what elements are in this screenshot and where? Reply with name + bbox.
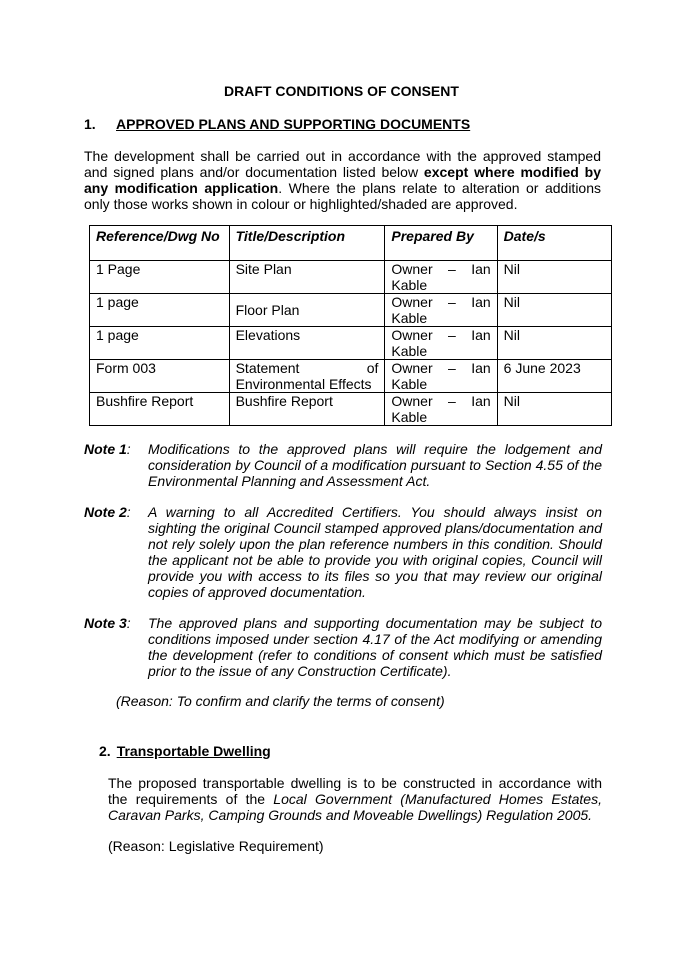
cell-date: Nil xyxy=(497,294,611,327)
cell-reference: 1 page xyxy=(90,327,230,360)
note-2: Note 2: A warning to all Accredited Certifiers. You should always insist on sighting the original Council stamped approved plans/documentation and not rely solely upon the plan reference numbers in this condition. Should the applicant not be able to provide you with original copies, Council will provide you with access to its files so you that may review our original copies of approved documentation. xyxy=(84,504,602,600)
section-2-title: Transportable Dwelling xyxy=(116,743,271,759)
table-row xyxy=(90,327,612,360)
cell-prepared-by: Owner – Ian Kable xyxy=(385,393,497,426)
cell-date: Nil xyxy=(497,393,611,426)
cell-reference: Bushfire Report xyxy=(90,393,230,426)
note-1-label: Note 1 xyxy=(84,441,127,457)
intro-text-bold: except where modified by any modification application xyxy=(84,164,601,196)
col-header-prepared-by: Prepared By xyxy=(385,226,497,261)
cell-title: Floor Plan xyxy=(229,294,385,327)
table-row xyxy=(90,294,612,327)
col-header-title: Title/Description xyxy=(229,226,385,261)
intro-text-b: . Where the plans relate to alteration or additions only those works shown in colour or highlighted/shaded are approved. xyxy=(84,180,601,212)
note-3-text: The approved plans and supporting documentation may be subject to conditions imposed under section 4.17 of the Act modifying or amending the development (refer to conditions of consent which must be satisfied prior to the issue of any Construction Certificate). xyxy=(148,615,602,679)
cell-date: Nil xyxy=(497,261,611,294)
col-header-date: Date/s xyxy=(497,226,611,261)
table-header-row xyxy=(90,226,612,261)
note-3: Note 3: The approved plans and supporting documentation may be subject to conditions imposed under section 4.17 of the Act modifying or amending the development (refer to conditions of consent which must be satisfied prior to the issue of any Construction Certificate). xyxy=(84,615,602,679)
section-1-intro xyxy=(84,148,601,212)
cell-reference: 1 page xyxy=(90,294,230,327)
cell-title: Statement of Environmental Effects xyxy=(229,360,385,393)
cell-title: Site Plan xyxy=(229,261,385,294)
table-row xyxy=(90,261,612,294)
table-row xyxy=(90,393,612,426)
cell-reference: 1 Page xyxy=(90,261,230,294)
page-title: DRAFT CONDITIONS OF CONSENT xyxy=(224,83,459,99)
cell-title: Elevations xyxy=(229,327,385,360)
intro-text-a: The development shall be carried out in accordance with the approved stamped and signed plans and/or documentation listed below xyxy=(84,148,601,180)
cell-title: Bushfire Report xyxy=(229,393,385,426)
section-1-title: APPROVED PLANS AND SUPPORTING DOCUMENTS xyxy=(116,116,471,132)
reason-section-1: (Reason: To confirm and clarify the terms of consent) xyxy=(116,693,445,709)
note-1-text: Modifications to the approved plans will require the lodgement and consideration by Council of a modification pursuant to Section 4.55 of the Environmental Planning and Assessment Act. xyxy=(148,441,602,489)
note-3-label: Note 3 xyxy=(84,615,127,631)
cell-prepared-by: Owner – Ian Kable xyxy=(385,327,497,360)
section-2-text: The proposed transportable dwelling is to be constructed in accordance with the requirements of the xyxy=(108,775,602,807)
cell-prepared-by: Owner – Ian Kable xyxy=(385,294,497,327)
regulation-name: Local Government (Manufactured Homes Estates, Caravan Parks, Camping Grounds and Moveable Dwellings) Regulation 2005. xyxy=(108,791,602,823)
note-2-text: A warning to all Accredited Certifiers. You should always insist on sighting the original Council stamped approved plans/documentation and not rely solely upon the plan reference numbers in this condition. Should the applicant not be able to provide you with original copies, Council will provide you with access to its files so you that may review our original copies of approved documentation. xyxy=(148,504,602,600)
note-2-label: Note 2 xyxy=(84,504,127,520)
approved-plans-table xyxy=(89,225,612,426)
table-row xyxy=(90,360,612,393)
cell-date: Nil xyxy=(497,327,611,360)
section-2-number: 2. xyxy=(99,743,111,759)
reason-section-2: (Reason: Legislative Requirement) xyxy=(108,838,324,854)
section-1-heading xyxy=(84,116,470,132)
section-2-heading xyxy=(99,743,271,759)
cell-date: 6 June 2023 xyxy=(497,360,611,393)
cell-prepared-by: Owner – Ian Kable xyxy=(385,261,497,294)
cell-prepared-by: Owner – Ian Kable xyxy=(385,360,497,393)
section-1-number: 1. xyxy=(84,116,96,132)
note-1: Note 1: Modifications to the approved plans will require the lodgement and consideration by Council of a modification pursuant to Section 4.55 of the Environmental Planning and Assessment Act. xyxy=(84,441,602,489)
section-2-body xyxy=(108,775,602,823)
col-header-reference: Reference/Dwg No xyxy=(90,226,230,261)
cell-reference: Form 003 xyxy=(90,360,230,393)
